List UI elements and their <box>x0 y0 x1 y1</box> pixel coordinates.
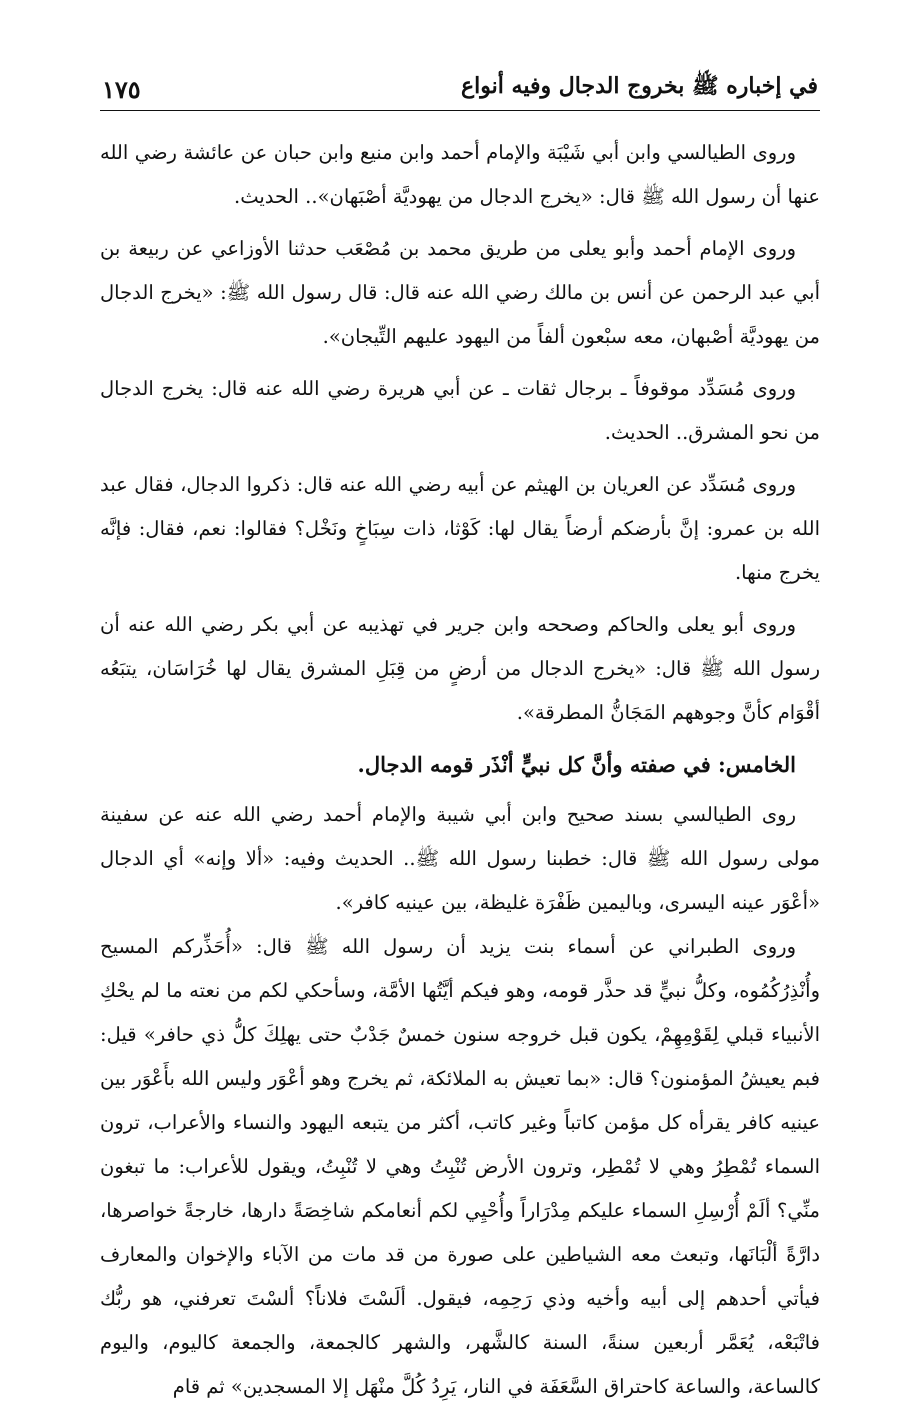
paragraph: وروى الطيالسي وابن أبي شَيْبَة والإمام أحمد وابن منيع وابن حبان عن عائشة رضي الله عنها أن رسول الله ﷺ قال: «يخرج الدجال من يهوديَّة أصْبَهان».. الحديث. <box>100 141 820 208</box>
paragraph: وروى الإمام أحمد وأبو يعلى من طريق محمد بن مُصْعَب حدثنا الأوزاعي عن ربيعة بن أبي عبد الرحمن عن أنس بن مالك رضي الله عنه قال: قال رسول الله ﷺ: «يخرج الدجال من يهوديَّة أصْبهان، معه سبْعون ألفاً من اليهود عليهم التِّيجان». <box>100 237 820 348</box>
paragraph: وروى مُسَدِّد موقوفاً ـ برجال ثقات ـ عن أبي هريرة رضي الله عنه قال: يخرج الدجال من نحو المشرق.. الحديث. <box>100 377 820 444</box>
paragraph: وروى أبو يعلى والحاكم وصححه وابن جرير في تهذيبه عن أبي بكر رضي الله عنه أن رسول الله ﷺ قال: «يخرج الدجال من أرضٍ من قِبَلِ المشرق يقال لها خُرَاسَان، يتبَعُه أقْوَام كأنَّ وجوههم المَجَانُّ المطرقة». <box>100 613 820 724</box>
page-number: ١٧٥ <box>102 75 141 104</box>
paragraph: روى الطيالسي بسند صحيح وابن أبي شيبة والإمام أحمد رضي الله عنه عن سفينة مولى رسول الله ﷺ قال: خطبنا رسول الله ﷺ.. الحديث وفيه: «ألا وإنه» أي الدجال «أعْوَر عينه اليسرى، وباليمين ظَفْرَة غليظة، بين عينيه كافر». <box>100 803 820 914</box>
page-header <box>100 60 820 111</box>
paragraph: وروى الطبراني عن أسماء بنت يزيد أن رسول الله ﷺ قال: «أُحَذِّركم المسيح وأُنْذِرُكُمُوه، وكلُّ نبيٍّ قد حذَّر قومه، وهو فيكم أيَّتُها الأمَّة، وسأحكي لكم من نعته ما لم يحْكِ الأنبياء قبلي لِقَوْمِهِمْ، يكون قبل خروجه سنون خمسٌ جَدْبٌ حتى يهلِكَ كلُّ ذي حافر» قيل: فبم يعيشُ المؤمنون؟ قال: «بما تعيش به الملائكة، ثم يخرج وهو أعْوَر وليس الله بأَعْوَر بين عينيه كافر يقرأه كل مؤمن كاتباً وغير كاتب، أكثر من يتبعه اليهود والنساء والأعراب، ترون السماء تُمْطِرُ وهي لا تُمْطِر، وترون الأرض تُنْبِتُ وهي لا تُنْبِتُ، ويقول للأعراب: ما تبغون منِّي؟ ألَمْ أُرْسِلِ السماء عليكم مِدْرَاراً وأُحْيِي لكم أنعامكم شاخِصَةً دارها، خارجةً خواصرها، دارَّةً ألْبَانَها، وتبعث معه الشياطين على صورة من قد مات من الآباء والإخوان والمعارف فيأتي أحدهم إلى أبيه وأخيه وذي رَحِمِه، فيقول. ألَسْتَ فلاناً؟ ألسْتَ تعرفني، هو ربُّك فاتْبَعْه، يُعَمَّر أربعين سنةً، السنة كالشَّهر، والشهر كالجمعة، والجمعة كاليوم، واليوم كالساعة، والساعة كاحتراق السَّعَفَة في النار، يَرِدُ كُلَّ منْهَل إلا المسجدين» ثم قام <box>100 935 821 1398</box>
section-heading: الخامس: في صفته وأنَّ كل نبيٍّ أنْذَر قومه الدجال. <box>357 752 796 777</box>
paragraph: وروى مُسَدِّد عن العريان بن الهيثم عن أبيه رضي الله عنه قال: ذكروا الدجال، فقال عبد الله بن عمرو: إنَّ بأرضكم أرضاً يقال لها: كَوْثا، ذات سِبَاخٍ ونَخْل؟ فقالوا: نعم، فقال: فإنَّه يخرج منها. <box>100 473 820 584</box>
running-title: في إخباره ﷺ بخروج الدجال وفيه أنواع <box>461 73 818 99</box>
page-body <box>100 131 820 1409</box>
